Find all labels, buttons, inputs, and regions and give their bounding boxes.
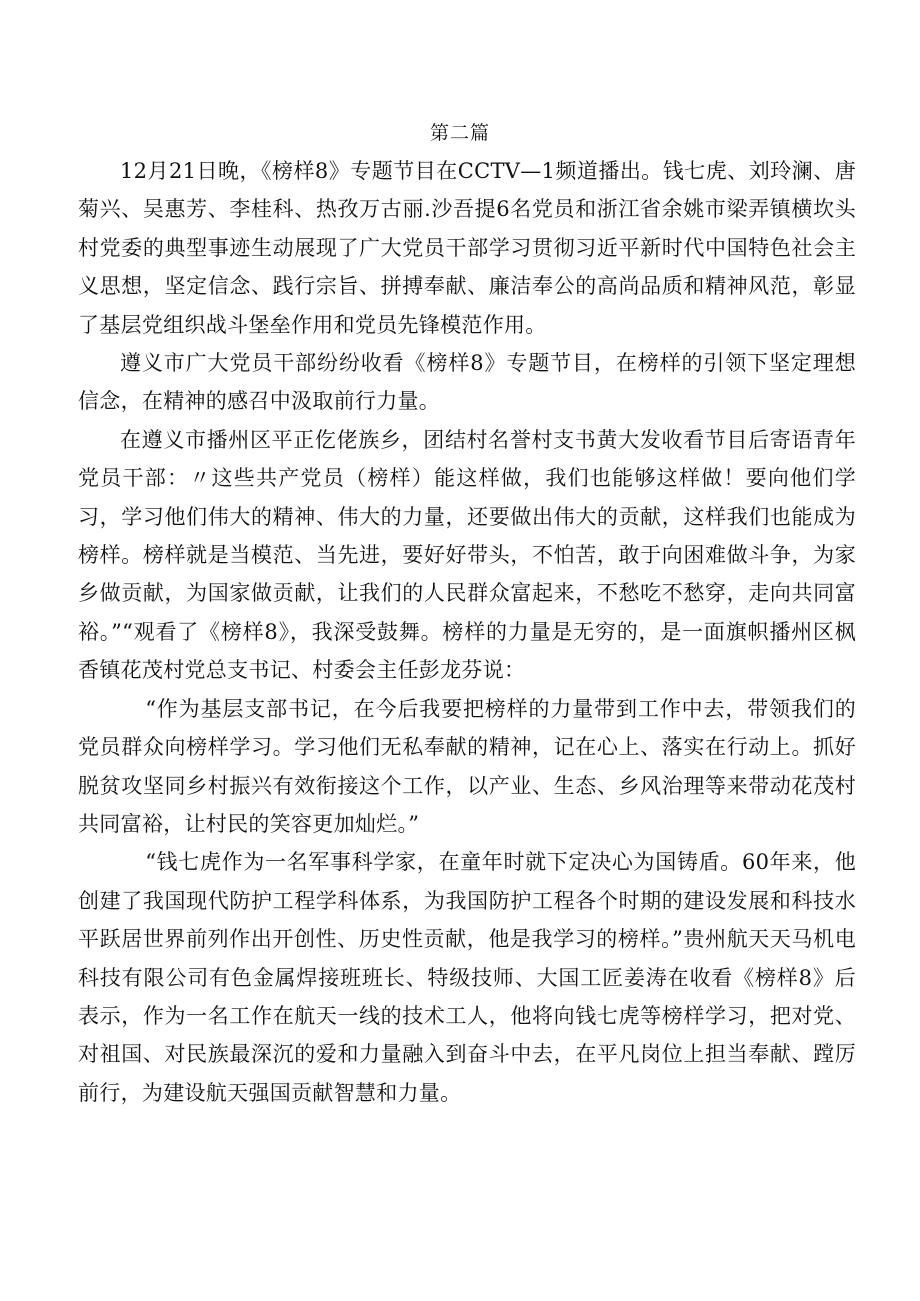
paragraph-zunyi-viewing: 遵义市广大党员干部纷纷收看《榜样8》专题节目，在榜样的引领下坚定理想信念，在精神的感召中汲取前行力量。 bbox=[78, 351, 856, 414]
paragraph-quote-jiang-tao: “钱七虎作为一名军事科学家，在童年时就下定决心为国铸盾。60年来，他创建了我国现代防护工程学科体系，为我国防护工程各个时期的建设发展和科技水平跃居世界前列作出开创性、历史性贡献，他是我学习的榜样。”贵州航天天马机电科技有限公司有色金属焊接班班长、特级技师、大国工匠姜涛在收看《榜样8》后表示，作为一名工作在航天一线的技术工人，他将向钱七虎等榜样学习，把对党、对祖国、对民族最深沉的爱和力量融入到奋斗中去，在平凡岗位上担当奉献、蹚厉前行，为建设航天强国贡献智慧和力量。 bbox=[78, 850, 856, 1105]
document-title: 第二篇 bbox=[429, 122, 490, 144]
document-body bbox=[78, 152, 856, 1112]
paragraph-quote-branch-secretary: “作为基层支部书记，在今后我要把榜样的力量带到工作中去，带领我们的党员群众向榜样学习。学习他们无私奉献的精神，记在心上、落实在行动上。抓好脱贫攻坚同乡村振兴有效衔接这个工作，以产业、生态、乡风治理等来带动花茂村共同富裕，让村民的笑容更加灿烂。” bbox=[78, 696, 856, 836]
paragraph-broadcast: 12月21日晚，《榜样8》专题节目在CCTV—1频道播出。钱七虎、刘玲澜、唐菊兴、吴惠芳、李桂科、热孜万古丽.沙吾提6名党员和浙江省余姚市梁弄镇横坎头村党委的典型事迹生动展现了广大党员干部学习贯彻习近平新时代中国特色社会主义思想，坚定信念、践行宗旨、拼搏奉献、廉洁奉公的高尚品质和精神风范，彰显了基层党组织战斗堡垒作用和党员先锋模范作用。 bbox=[78, 159, 856, 337]
paragraph-huang-dafa: 在遵义市播州区平正仡佬族乡，团结村名誉村支书黄大发收看节目后寄语青年党员干部：〃这些共产党员（榜样）能这样做，我们也能够这样做！要向他们学习，学习他们伟大的精神、伟大的力量，还要做出伟大的贡献，这样我们也能成为榜样。榜样就是当模范、当先进，要好好带头，不怕苦，敢于向困难做斗争，为家乡做贡献，为国家做贡献，让我们的人民群众富起来，不愁吃不愁穿，走向共同富裕。”“观看了《榜样8》，我深受鼓舞。榜样的力量是无穷的，是一面旗帜播州区枫香镇花茂村党总支书记、村委会主任彭龙芬说： bbox=[78, 427, 856, 683]
